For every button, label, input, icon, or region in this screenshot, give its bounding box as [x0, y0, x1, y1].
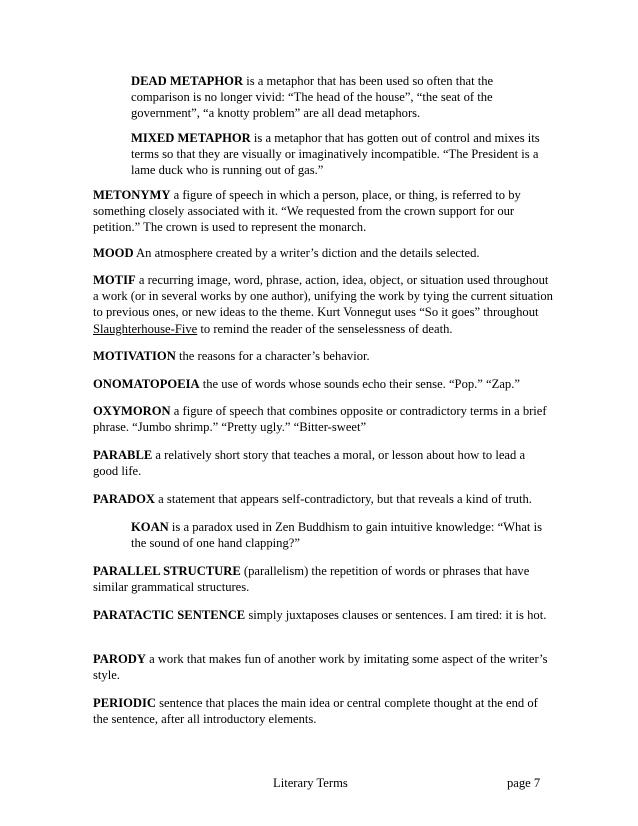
entry-definition-end: to remind the reader of the senselessness of death. — [197, 321, 453, 336]
entry-term: KOAN — [131, 520, 169, 534]
entry-parallel-structure — [93, 563, 553, 595]
entry-term: DEAD METAPHOR — [131, 74, 244, 88]
entry-term: PARODY — [93, 652, 146, 666]
entry-paratactic-sentence — [93, 607, 553, 623]
entry-definition: the reasons for a character’s behavior. — [175, 349, 370, 363]
entry-definition: a figure of speech in which a person, place, or thing, is referred to by something closely associated with it. “We requested from the crown support for our petition.” The crown is used to represent the monarch. — [93, 188, 521, 235]
entry-onomatopoeia — [93, 376, 553, 392]
entry-motif — [93, 272, 553, 337]
entry-definition: An atmosphere created by a writer’s diction and the details selected. — [133, 246, 480, 260]
entry-metonymy — [93, 187, 553, 236]
entry-term: PARADOX — [93, 492, 156, 506]
entry-periodic — [93, 695, 553, 727]
entry-term: MOOD — [93, 246, 134, 260]
entry-term: MOTIVATION — [93, 349, 176, 363]
entry-term: MIXED METAPHOR — [131, 131, 251, 145]
entry-term: ONOMATOPOEIA — [93, 377, 200, 391]
entry-term: PERIODIC — [93, 696, 156, 710]
entry-term: METONYMY — [93, 188, 171, 202]
entry-definition: (parallelism) the repetition of words or phrases that have similar grammatical structures. — [93, 564, 530, 595]
entry-term: PARATACTIC SENTENCE — [93, 608, 246, 622]
entry-mixed-metaphor — [131, 130, 549, 179]
entry-term: MOTIF — [93, 273, 136, 287]
entry-definition: a recurring image, word, phrase, action, idea, object, or situation used throughout a work (or in several works by one author), unifying the work by tying the current situation to previous ones, or new ideas to the theme. Kurt Vonnegut uses “So it goes” throughout — [93, 273, 553, 320]
entry-term: PARABLE — [93, 448, 153, 462]
entry-oxymoron — [93, 403, 553, 435]
entry-definition: a statement that appears self-contradictory, but that reveals a kind of truth. — [155, 492, 532, 506]
entry-definition: is a metaphor that has been used so often that the comparison is no longer vivid: “The head of the house”, “the seat of the government”, “a knotty problem” are all dead metaphors. — [131, 74, 494, 121]
entry-definition: simply juxtaposes clauses or sentences. I am tired: it is hot. — [245, 608, 547, 622]
entry-dead-metaphor — [131, 73, 549, 122]
entry-term: PARALLEL STRUCTURE — [93, 564, 241, 578]
entry-definition: a work that makes fun of another work by imitating some aspect of the writer’s style. — [93, 652, 548, 683]
entry-definition: sentence that places the main idea or central complete thought at the end of the sentence, after all introductory elements. — [93, 696, 538, 727]
entry-parody — [93, 651, 553, 683]
entry-definition: a relatively short story that teaches a moral, or lesson about how to lead a good life. — [93, 448, 526, 479]
entry-definition: is a paradox used in Zen Buddhism to gain intuitive knowledge: “What is the sound of one hand clapping?” — [131, 520, 542, 551]
entry-term: OXYMORON — [93, 404, 171, 418]
footer-title: Literary Terms — [273, 776, 348, 790]
book-title: Slaughterhouse-Five — [93, 321, 198, 336]
entry-mood — [93, 245, 553, 261]
entry-definition: a figure of speech that combines opposite or contradictory terms in a brief phrase. “Jumbo shrimp.” “Pretty ugly.” “Bitter-sweet” — [93, 404, 547, 435]
entry-definition: the use of words whose sounds echo their sense. “Pop.” “Zap.” — [199, 377, 520, 391]
entry-motivation — [93, 348, 553, 364]
page-number: page 7 — [507, 776, 541, 790]
entry-paradox — [93, 491, 553, 507]
entry-koan — [131, 519, 549, 551]
entry-definition: is a metaphor that has gotten out of control and mixes its terms so that they are visually or imaginatively incompatible. “The President is a lame duck who is running out of gas.” — [131, 131, 540, 178]
entry-parable — [93, 447, 553, 479]
